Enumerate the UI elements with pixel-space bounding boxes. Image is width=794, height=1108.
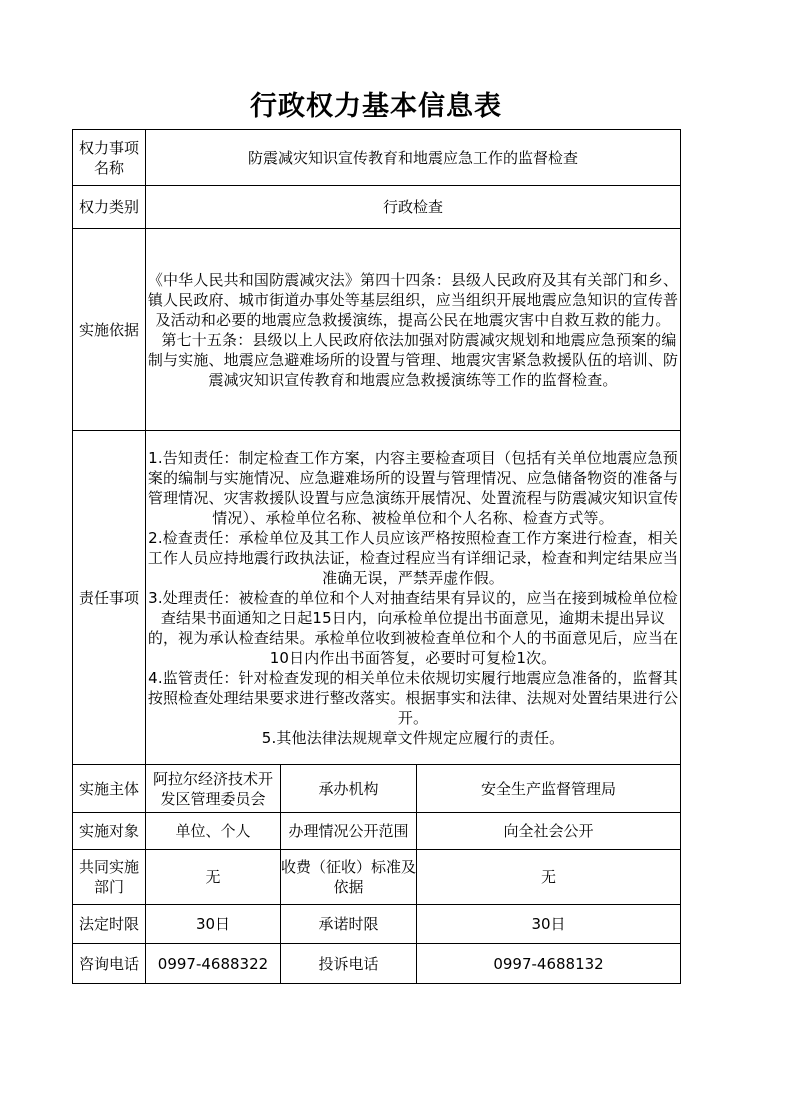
duty-item: 5.其他法律法规规章文件规定应履行的责任。 xyxy=(261,728,565,747)
page-title: 行政权力基本信息表 xyxy=(250,91,502,122)
joint-dept-label: 共同实施部门 xyxy=(73,850,146,905)
promised-limit-value: 30日 xyxy=(417,905,681,944)
duty-item: 2.检查责任：承检单位及其工作人员应该严格按照检查工作方案进行检查，相关工作人员应持地震行政执法证，检查过程应当有详细记录，检查和判定结果应当准确无误，严禁弄虚作假。 xyxy=(147,528,679,587)
row-subject xyxy=(73,765,681,813)
disclosure-scope-label: 办理情况公开范围 xyxy=(281,813,417,850)
row-power-category xyxy=(73,186,681,229)
row-joint xyxy=(73,850,681,905)
complaint-phone-value: 0997-4688132 xyxy=(417,944,681,984)
promised-limit-label: 承诺时限 xyxy=(281,905,417,944)
row-power-name xyxy=(73,130,681,186)
handling-agency-label: 承办机构 xyxy=(281,765,417,813)
legal-limit-value: 30日 xyxy=(146,905,281,944)
legal-limit-label: 法定时限 xyxy=(73,905,146,944)
basis-label: 实施依据 xyxy=(73,229,146,431)
joint-dept-value: 无 xyxy=(146,850,281,905)
row-target xyxy=(73,813,681,850)
consult-phone-label: 咨询电话 xyxy=(73,944,146,984)
consult-phone-value: 0997-4688322 xyxy=(146,944,281,984)
power-name-label: 权力事项名称 xyxy=(73,130,146,186)
duty-item: 3.处理责任：被检查的单位和个人对抽查结果有异议的，应当在接到城检单位检查结果书面通知之日起15日内，向承检单位提出书面意见，逾期未提出异议的，视为承认检查结果。承检单位收到被检查单位和个人的书面意见后，应当在10日内作出书面答复，必要时可复检1次。 xyxy=(147,588,679,667)
handling-agency-value: 安全生产监督管理局 xyxy=(417,765,681,813)
duty-label: 责任事项 xyxy=(73,431,146,765)
row-time-limit xyxy=(73,905,681,944)
duty-item: 1.告知责任：制定检查工作方案，内容主要检查项目（包括有关单位地震应急预案的编制与实施情况、应急避难场所的设置与管理情况、应急储备物资的准备与管理情况、灾害救援队设置与应急演练开展情况、处置流程与防震减灾知识宣传情况）、承检单位名称、被检单位和个人名称、检查方式等。 xyxy=(147,448,679,527)
fee-standard-value: 无 xyxy=(417,850,681,905)
info-table xyxy=(72,129,681,984)
basis-text xyxy=(146,229,681,431)
duty-text xyxy=(146,431,681,765)
row-basis xyxy=(73,229,681,431)
duty-item: 4.监管责任：针对检查发现的相关单位未依规切实履行地震应急准备的，监督其按照检查处理结果要求进行整改落实。根据事实和法律、法规对处置结果进行公开。 xyxy=(147,668,679,727)
subject-label: 实施主体 xyxy=(73,765,146,813)
complaint-phone-label: 投诉电话 xyxy=(281,944,417,984)
power-category-label: 权力类别 xyxy=(73,186,146,229)
target-label: 实施对象 xyxy=(73,813,146,850)
basis-paragraph: 《中华人民共和国防震减灾法》第四十四条：县级人民政府及其有关部门和乡、镇人民政府、城市街道办事处等基层组织，应当组织开展地震应急知识的宣传普及活动和必要的地震应急救援演练，提高公民在地震灾害中自救互救的能力。 xyxy=(147,270,679,329)
fee-standard-label: 收费（征收）标准及依据 xyxy=(281,850,417,905)
disclosure-scope-value: 向全社会公开 xyxy=(417,813,681,850)
row-phone xyxy=(73,944,681,984)
target-value: 单位、个人 xyxy=(146,813,281,850)
row-duty xyxy=(73,431,681,765)
power-category-value: 行政检查 xyxy=(146,186,681,229)
basis-paragraph: 第七十五条：县级以上人民政府依法加强对防震减灾规划和地震应急预案的编制与实施、地震应急避难场所的设置与管理、地震灾害紧急救援队伍的培训、防震减灾知识宣传教育和地震应急救援演练等工作的监督检查。 xyxy=(147,330,679,389)
power-name-value: 防震减灾知识宣传教育和地震应急工作的监督检查 xyxy=(146,130,681,186)
subject-value: 阿拉尔经济技术开发区管理委员会 xyxy=(146,765,281,813)
